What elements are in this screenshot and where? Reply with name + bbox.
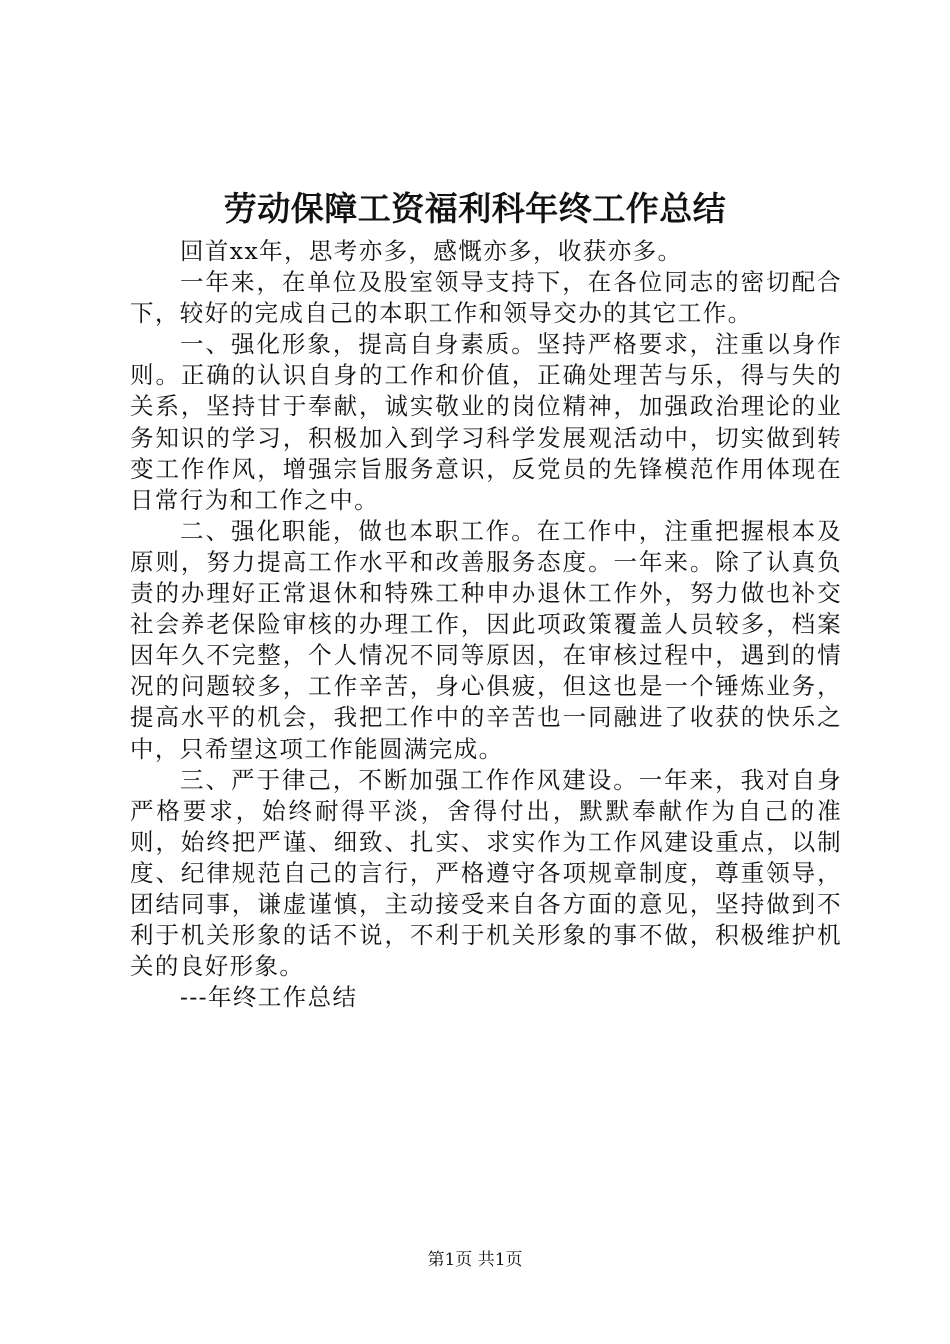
- document-title: 劳动保障工资福利科年终工作总结: [223, 189, 727, 228]
- page-number-footer: 第1页 共1页: [427, 1250, 523, 1270]
- paragraph-section-one: 一、强化形象，提高自身素质。坚持严格要求，注重以身作则。正确的认识自身的工作和价值，正确处理苦与乐，得与失的关系，坚持甘于奉献，诚实敬业的岗位精神，加强政治理论的业务知识的学习，积极加入到学习科学发展观活动中，切实做到转变工作作风，增强宗旨服务意识，反党员的先锋模范作用体现在日常行为和工作之中。: [130, 330, 842, 514]
- paragraph-intro: 回首xx年，思考亦多，感慨亦多，收获亦多。: [180, 237, 683, 265]
- paragraph-section-three: 三、严于律己，不断加强工作作风建设。一年来，我对自身严格要求，始终耐得平淡，舍得付出，默默奉献作为自己的准则，始终把严谨、细致、扎实、求实作为工作风建设重点，以制度、纪律规范自己的言行，严格遵守各项规章制度，尊重领导，团结同事，谦虚谨慎，主动接受来自各方面的意见，坚持做到不利于机关形象的话不说，不利于机关形象的事不做，积极维护机关的良好形象。: [130, 765, 842, 981]
- paragraph-closing: ---年终工作总结: [180, 983, 358, 1012]
- paragraph-section-two: 二、强化职能，做也本职工作。在工作中，注重把握根本及原则，努力提高工作水平和改善服务态度。一年来。除了认真负责的办理好正常退休和特殊工种申办退休工作外，努力做也补交社会养老保险审核的办理工作，因此项政策覆盖人员较多，档案因年久不完整，个人情况不同等原因，在审核过程中，遇到的情况的问题较多，工作辛苦，身心俱疲，但这也是一个锤炼业务，提高水平的机会，我把工作中的辛苦也一同融进了收获的快乐之中，只希望这项工作能圆满完成。: [130, 516, 842, 763]
- paragraph-overview: 一年来，在单位及股室领导支持下，在各位同志的密切配合下，较好的完成自己的本职工作和领导交办的其它工作。: [130, 268, 842, 328]
- document-body: [130, 236, 842, 1013]
